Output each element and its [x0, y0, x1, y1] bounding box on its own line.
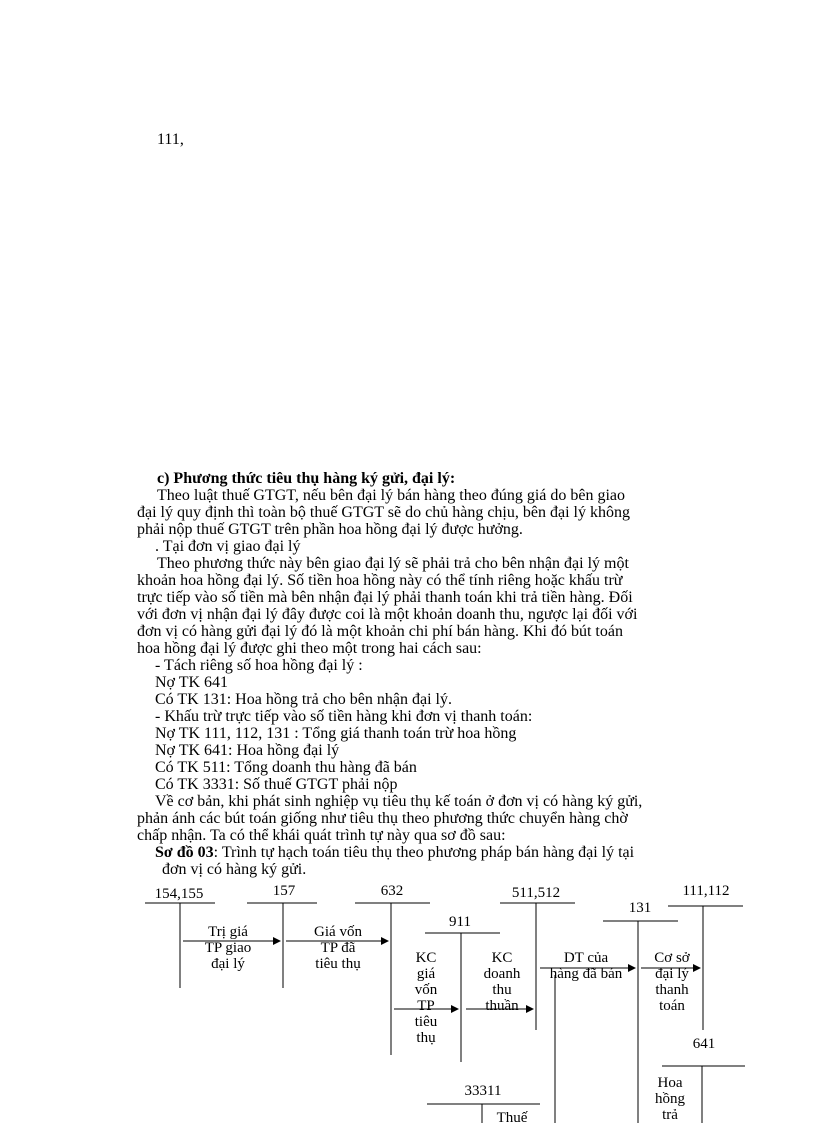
page-top-fragment: 111,	[157, 131, 184, 148]
diagram-caption-line2: đơn vị có hàng ký gửi.	[162, 861, 307, 878]
flow-label-cogs-transfer: KC giá vốn TP tiêu thụ	[414, 950, 438, 1046]
account-911-label: 911	[449, 914, 471, 930]
body-line: Về cơ bản, khi phát sinh nghiệp vụ tiêu thụ kế toán ở đơn vị có hàng ký gửi,	[155, 793, 643, 810]
body-line: . Tại đơn vị giao đại lý	[155, 538, 301, 555]
flow-label-transfer-value: Trị giá TP giao đại lý	[204, 924, 252, 972]
body-line: Theo phương thức này bên giao đại lý sẽ phải trả cho bên nhận đại lý một	[157, 555, 629, 572]
body-line: Nợ TK 641	[155, 674, 229, 691]
body-line: khoản hoa hồng đại lý. Số tiền hoa hồng này có thể tính riêng hoặc khấu trừ	[137, 572, 623, 589]
diagram-caption-text: : Trình tự hạch toán tiêu thụ theo phương pháp bán hàng đại lý tại	[213, 844, 635, 861]
flow-label-tax: Thuế	[496, 1110, 528, 1126]
flow-label-commission: Hoa hồng trả	[655, 1075, 685, 1123]
account-641-label: 641	[692, 1036, 716, 1052]
account-511-label: 511,512	[511, 885, 561, 901]
section-heading: c) Phương thức tiêu thụ hàng ký gửi, đại lý:	[157, 470, 456, 487]
flow-label-revenue: DT của hàng đã bán	[549, 950, 623, 982]
body-line: Theo luật thuế GTGT, nếu bên đại lý bán hàng theo đúng giá do bên giao	[157, 487, 626, 504]
body-line: với đơn vị nhận đại lý đây được coi là một khoản doanh thu, ngược lại đối với	[137, 606, 638, 623]
account-131-label: 131	[628, 900, 652, 916]
body-line: Có TK 131: Hoa hồng trả cho bên nhận đại lý.	[155, 691, 452, 708]
body-line: - Tách riêng số hoa hồng đại lý :	[155, 657, 363, 674]
body-line: Có TK 511: Tổng doanh thu hàng đã bán	[155, 759, 417, 776]
body-line: phải nộp thuế GTGT trên phần hoa hồng đại lý được hưởng.	[137, 521, 523, 538]
account-33311-label: 33311	[464, 1083, 502, 1099]
body-line: đại lý quy định thì toàn bộ thuế GTGT sẽ do chủ hàng chịu, bên đại lý không	[137, 504, 630, 521]
account-154-label: 154,155	[154, 886, 204, 902]
body-line: chấp nhận. Ta có thể khái quát trình tự này qua sơ đồ sau:	[137, 827, 506, 844]
body-line: - Khấu trừ trực tiếp vào số tiền hàng khi đơn vị thanh toán:	[155, 708, 533, 725]
body-line: Nợ TK 111, 112, 131 : Tổng giá thanh toán trừ hoa hồng	[155, 725, 517, 742]
body-line: phản ánh các bút toán giống như tiêu thụ theo phương thức chuyển hàng chờ	[137, 810, 628, 827]
account-111-label: 111,112	[682, 883, 730, 899]
flow-label-net-revenue-transfer: KC doanh thu thuần	[483, 950, 521, 1014]
diagram-caption-label: Sơ đồ 03	[155, 844, 214, 861]
body-line: đơn vị có hàng gửi đại lý đó là một khoản chi phí bán hàng. Khi đó bút toán	[137, 623, 623, 640]
body-line: trực tiếp vào số tiền mà bên nhận đại lý phải thanh toán khi trả tiền hàng. Đối	[137, 589, 633, 606]
flow-label-cost-of-goods: Giá vốn TP đã tiêu thụ	[314, 924, 362, 972]
body-line: Nợ TK 641: Hoa hồng đại lý	[155, 742, 340, 759]
body-line: Có TK 3331: Số thuế GTGT phải nộp	[155, 776, 398, 793]
body-line: hoa hồng đại lý được ghi theo một trong hai cách sau:	[137, 640, 482, 657]
account-632-label: 632	[380, 883, 404, 899]
account-157-label: 157	[272, 883, 296, 899]
flow-label-agent-payment: Cơ sở đại lý thanh toán	[654, 950, 690, 1014]
